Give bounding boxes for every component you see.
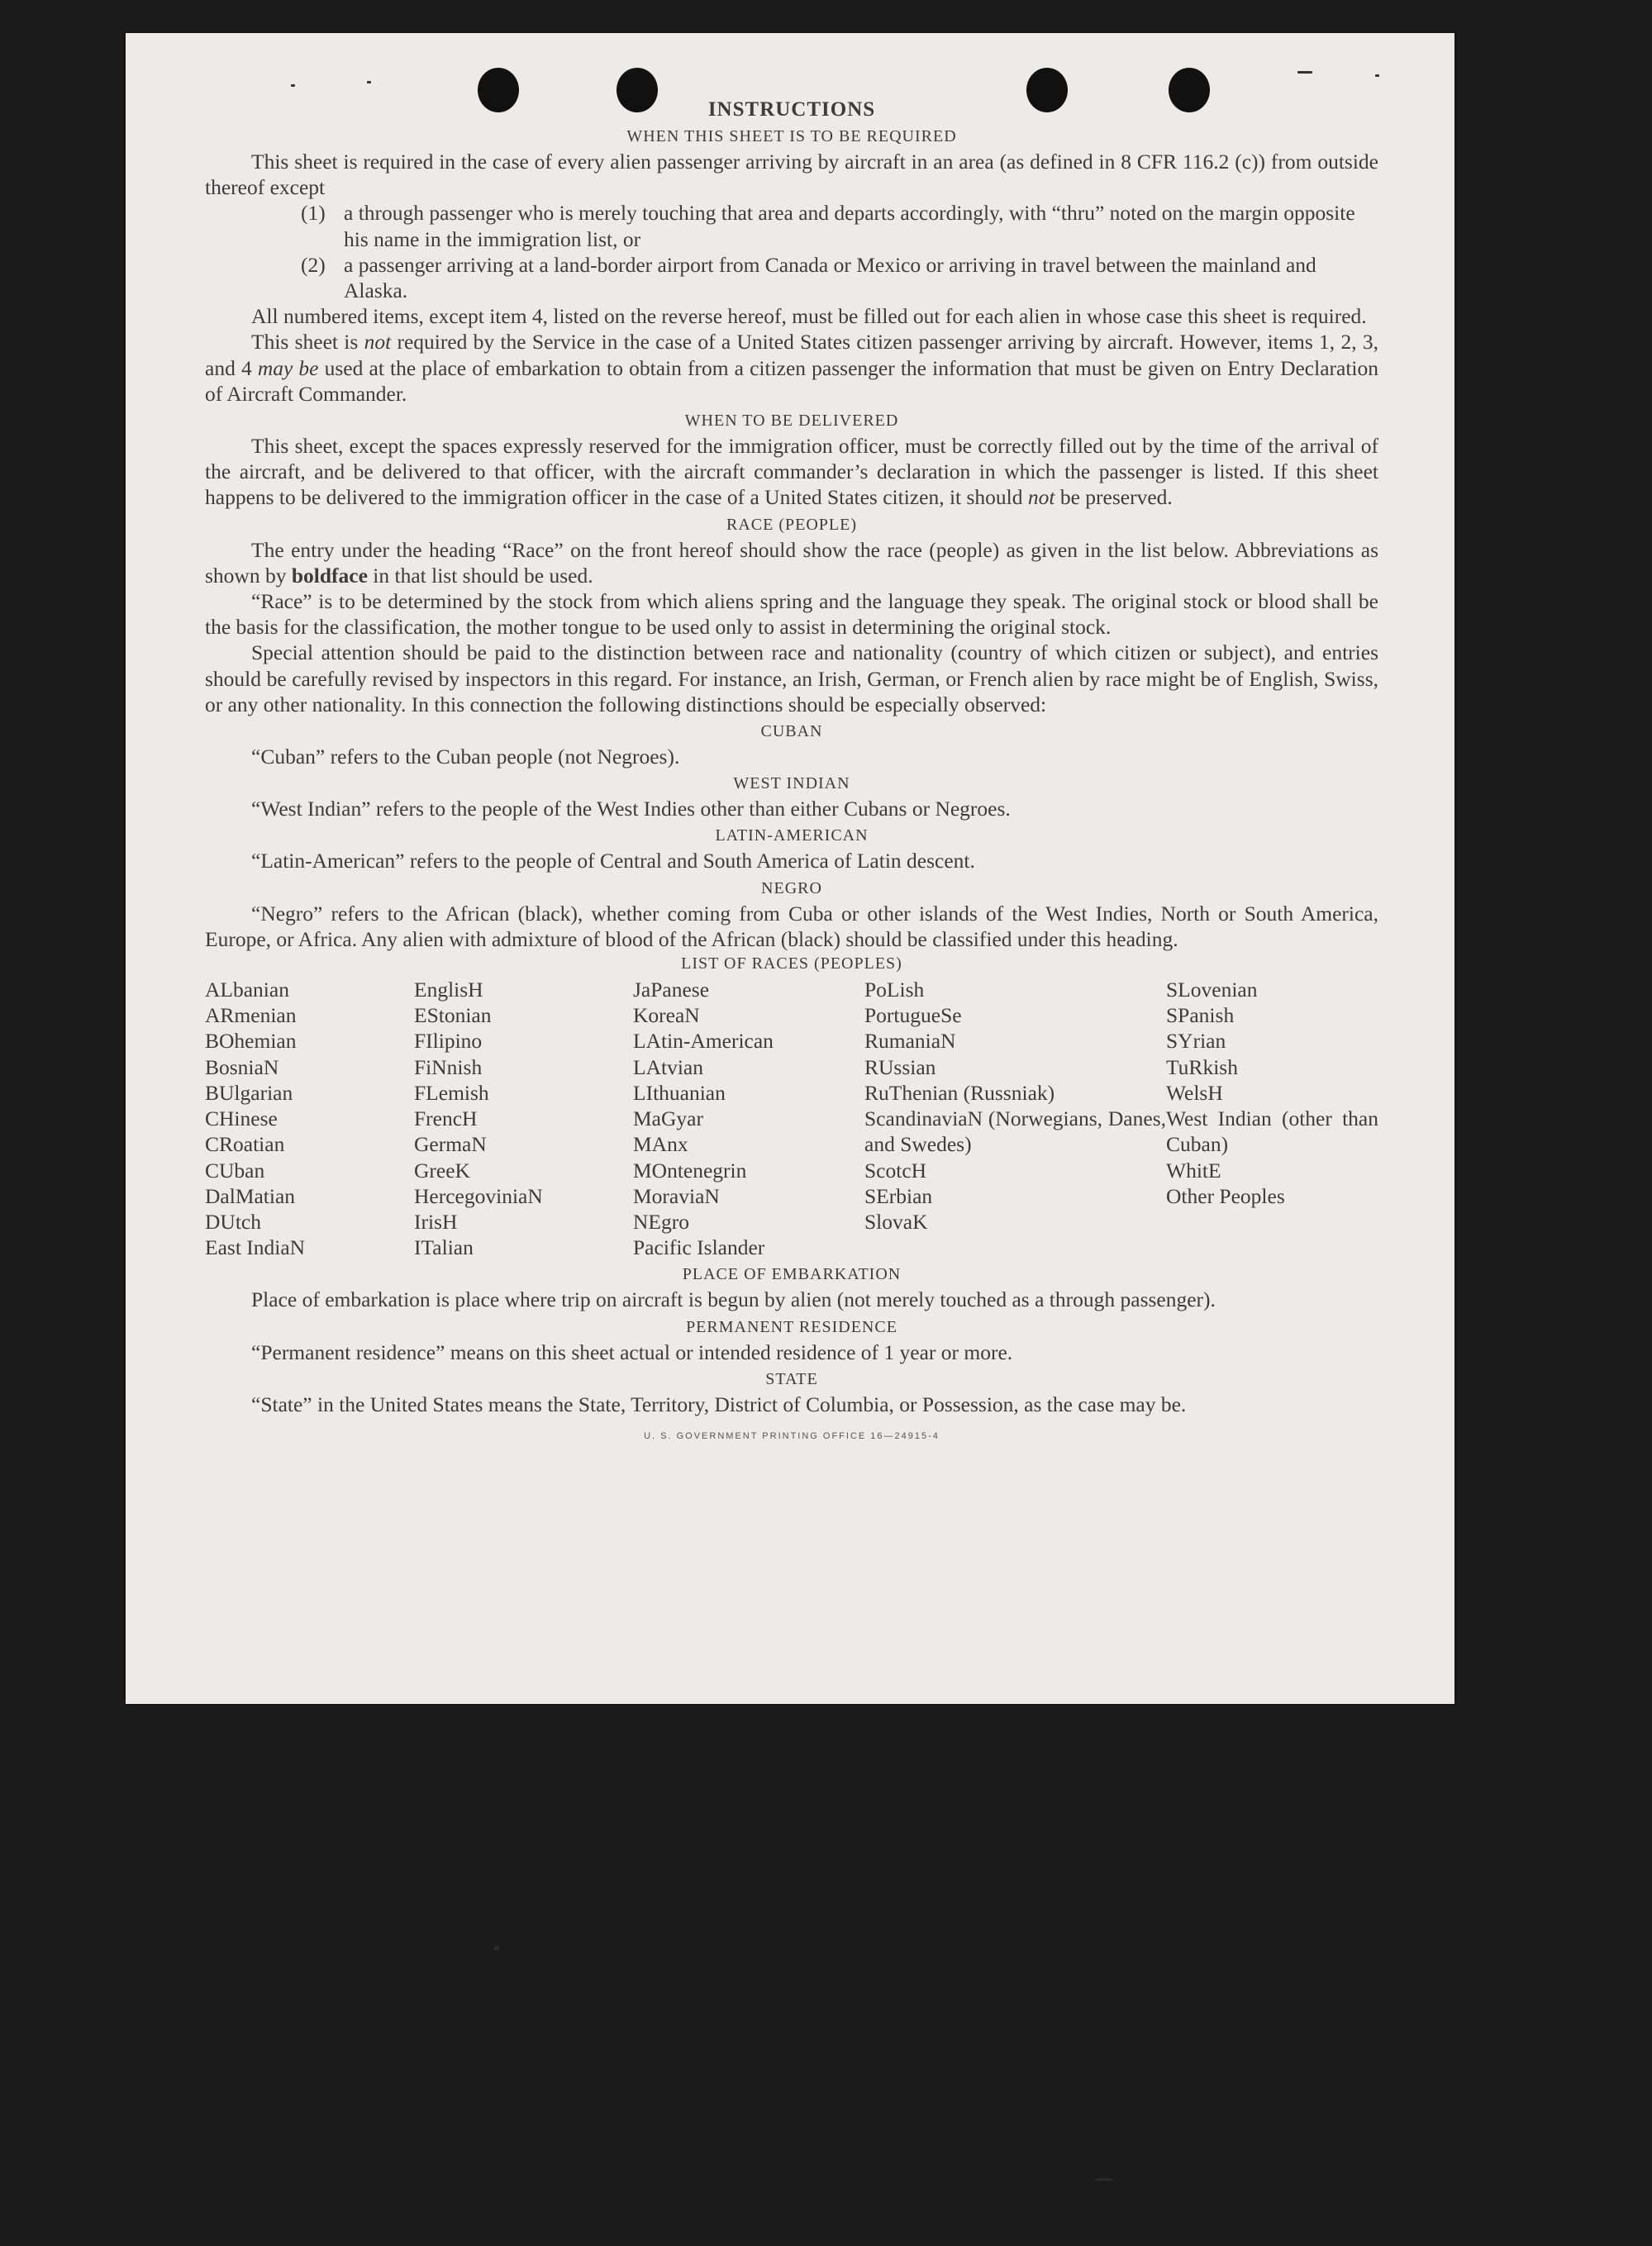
race-entry: Other Peoples xyxy=(1166,1183,1285,1208)
race-entry: ITalian xyxy=(414,1235,474,1260)
punch-hole xyxy=(1169,68,1210,112)
item-number: (1) xyxy=(301,201,326,226)
paragraph: All numbered items, except item 4, listed on the reverse hereof, must be filled out for each alien in whose case this sheet is required. xyxy=(251,304,1367,329)
race-entry: CHinese xyxy=(205,1106,278,1131)
race-entry: CRoatian xyxy=(205,1132,285,1157)
paper-speck xyxy=(1375,74,1379,77)
scan-mark xyxy=(494,1946,499,1950)
section-heading: NEGRO xyxy=(761,878,822,897)
race-entry: SPanish xyxy=(1166,1003,1235,1028)
item-text: a through passenger who is merely touching that area and departs accordingly, with “thru” noted on the margin opposite his name in the immigration list, or xyxy=(344,201,1355,251)
race-entry: FLemish xyxy=(414,1080,489,1105)
item-number: (2) xyxy=(301,252,326,277)
race-entry: MOntenegrin xyxy=(633,1158,747,1182)
paragraph: “Permanent residence” means on this sheet actual or intended residence of 1 year or more. xyxy=(251,1340,1013,1364)
race-entry: SYrian xyxy=(1166,1029,1226,1054)
race-entry: EStonian xyxy=(414,1003,492,1028)
race-entry: PortugueSe xyxy=(864,1003,962,1028)
race-entry: MoraviaN xyxy=(633,1183,720,1208)
section-heading: LATIN-AMERICAN xyxy=(715,826,869,845)
race-entry: DalMatian xyxy=(205,1183,296,1208)
section-heading: WEST INDIAN xyxy=(733,774,850,793)
race-entry: MAnx xyxy=(633,1132,688,1157)
races-list xyxy=(205,977,1378,1260)
punch-hole xyxy=(478,68,519,112)
paper-speck xyxy=(1297,71,1312,74)
race-entry: HercegoviniaN xyxy=(414,1183,543,1208)
section-heading: WHEN TO BE DELIVERED xyxy=(684,412,899,431)
race-entry: EnglisH xyxy=(414,978,483,1002)
numbered-item xyxy=(301,200,1378,251)
printer-imprint: U. S. GOVERNMENT PRINTING OFFICE 16—24915-4 xyxy=(644,1430,940,1441)
races-column xyxy=(205,977,414,1260)
race-entry: WhitE xyxy=(1166,1158,1221,1182)
section-heading: PERMANENT RESIDENCE xyxy=(686,1317,897,1336)
race-entry: KoreaN xyxy=(633,1003,700,1028)
punch-hole xyxy=(1026,68,1068,112)
paragraph: “State” in the United States means the State, Territory, District of Columbia, or Possession, as the case may be. xyxy=(251,1392,1187,1416)
section-heading: LIST OF RACES (PEOPLES) xyxy=(681,954,902,973)
race-entry: FiNnish xyxy=(414,1054,483,1079)
section-heading: CUBAN xyxy=(760,722,823,741)
punch-hole xyxy=(617,68,658,112)
races-column xyxy=(633,977,864,1260)
race-entry: ScotcH xyxy=(864,1158,927,1182)
race-entry: TuRkish xyxy=(1166,1054,1238,1079)
section-heading: WHEN THIS SHEET IS TO BE REQUIRED xyxy=(626,127,957,145)
race-entry: NEgro xyxy=(633,1209,689,1234)
races-column xyxy=(414,977,633,1260)
paragraph: “Race” is to be determined by the stock from which aliens spring and the language they speak. The original stock or blood shall be the basis for the classification, the mother tongue to be used only to assist in determining the original stock. xyxy=(205,589,1378,640)
document-sheet xyxy=(126,33,1454,1704)
races-column xyxy=(864,977,1166,1260)
paragraph: This sheet is required in the case of every alien passenger arriving by aircraft in an area (as defined in 8 CFR 116.2 (c)) from outside thereof except xyxy=(205,150,1378,200)
paragraph: The entry under the heading “Race” on the front hereof should show the race (people) as given in the list below. Abbreviations as shown by boldface in that list should be used. xyxy=(205,537,1378,588)
race-entry: JaPanese xyxy=(633,978,710,1002)
race-entry: ARmenian xyxy=(205,1003,297,1028)
numbered-item xyxy=(301,252,1378,303)
paragraph: “Negro” refers to the African (black), whether coming from Cuba or other islands of the West Indies, North or South America, Europe, or Africa. Any alien with admixture of blood of the African (black) should be classified under this heading. xyxy=(205,901,1378,951)
section-heading: STATE xyxy=(765,1369,818,1388)
race-entry: RuThenian (Russniak) xyxy=(864,1080,1055,1105)
race-entry: SErbian xyxy=(864,1183,933,1208)
race-entry: BosniaN xyxy=(205,1054,279,1079)
race-entry: PoLish xyxy=(864,978,925,1002)
paragraph: This sheet is not required by the Service in the case of a United States citizen passenger arriving by aircraft. However, items 1, 2, 3, and 4 may be used at the place of embarkation to obtain from a citizen passenger the information that must be given on Entry Declaration of Aircraft Commander. xyxy=(205,330,1379,406)
race-entry: WelsH xyxy=(1166,1080,1223,1105)
race-entry: GreeK xyxy=(414,1158,470,1182)
race-entry: LAtvian xyxy=(633,1054,703,1079)
race-entry: DUtch xyxy=(205,1209,261,1234)
race-entry: IrisH xyxy=(414,1209,458,1234)
race-entry: GermaN xyxy=(414,1132,487,1157)
race-entry: RUssian xyxy=(864,1054,936,1079)
race-entry: BOhemian xyxy=(205,1029,297,1054)
paragraph: “Cuban” refers to the Cuban people (not Negroes). xyxy=(251,745,680,769)
race-entry: RumaniaN xyxy=(864,1029,956,1054)
race-entry: MaGyar xyxy=(633,1106,703,1131)
paragraph: “West Indian” refers to the people of the West Indies other than either Cubans or Negroes. xyxy=(251,797,1011,821)
page-title: INSTRUCTIONS xyxy=(707,98,876,121)
paragraph: This sheet, except the spaces expressly reserved for the immigration officer, must be correctly filled out by the time of the arrival of the aircraft, and be delivered to that officer, with the aircraft commander’s declaration in which the passenger is listed. If this sheet happens to be delivered to the immigration officer in the case of a United States citizen, it should not be preserved. xyxy=(205,434,1378,510)
races-column xyxy=(1166,977,1378,1260)
section-heading: PLACE OF EMBARKATION xyxy=(682,1265,902,1284)
paragraph: “Latin-American” refers to the people of Central and South America of Latin descent. xyxy=(251,849,975,873)
scan-mark xyxy=(1096,2178,1112,2181)
race-entry: ScandinaviaN (Norwegians, Danes, and Swedes) xyxy=(864,1106,1166,1157)
race-entry: CUban xyxy=(205,1158,265,1182)
race-entry: Pacific Islander xyxy=(633,1235,765,1260)
race-entry: LIthuanian xyxy=(633,1080,726,1105)
paper-speck xyxy=(291,84,295,87)
race-entry: BUlgarian xyxy=(205,1080,293,1105)
paragraph: Place of embarkation is place where trip on aircraft is begun by alien (not merely touched as a through passenger). xyxy=(251,1287,1216,1312)
race-entry: East IndiaN xyxy=(205,1235,306,1260)
race-entry: West Indian (other than Cuban) xyxy=(1166,1106,1378,1157)
race-entry: FIlipino xyxy=(414,1029,483,1054)
paper-speck xyxy=(367,81,371,83)
race-entry: SLovenian xyxy=(1166,978,1258,1002)
race-entry: LAtin-American xyxy=(633,1029,774,1054)
section-heading: RACE (PEOPLE) xyxy=(726,515,857,534)
race-entry: FrencH xyxy=(414,1106,478,1131)
item-text: a passenger arriving at a land-border airport from Canada or Mexico or arriving in travel between the mainland and Alaska. xyxy=(344,252,1316,303)
paragraph: Special attention should be paid to the distinction between race and nationality (country of which citizen or subject), and entries should be carefully revised by inspectors in this regard. For instance, an Irish, German, or French alien by race might be of English, Swiss, or any other nationality. In this connection the following distinctions should be especially observed: xyxy=(205,640,1378,716)
race-entry: SlovaK xyxy=(864,1209,928,1234)
race-entry: ALbanian xyxy=(205,978,289,1002)
